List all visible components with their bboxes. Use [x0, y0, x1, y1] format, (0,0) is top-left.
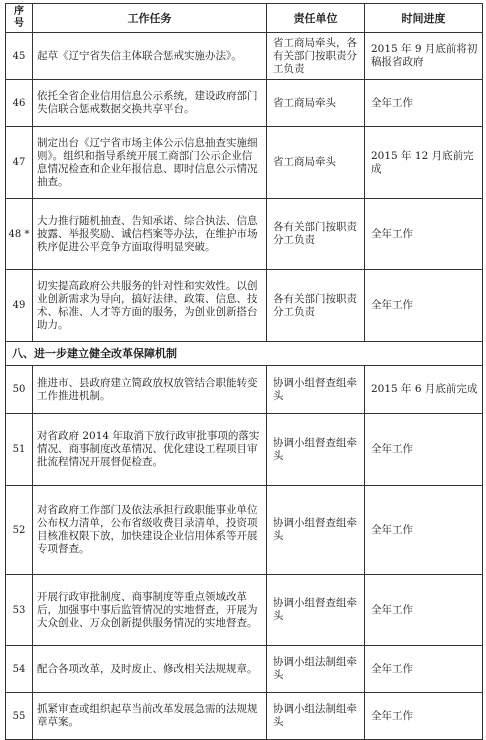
- row-task: 大力推行随机抽查、告知承诺、综合执法、信息披露、举报奖励、诚信档案等办法，在维护市场秩序促进公平竞争方面取得明显突破。: [33, 199, 267, 270]
- table-row: [6, 646, 483, 693]
- header-row: [6, 4, 483, 33]
- row-dept: 协调小组法制组牵头: [267, 693, 365, 740]
- row-no: 55: [6, 693, 33, 740]
- row-dept: 协调小组督查组牵头: [267, 486, 365, 575]
- table-row: [6, 414, 483, 486]
- row-task: 推进市、县政府建立简政放权放管结合职能转变工作推进机制。: [33, 366, 267, 414]
- row-no: 46: [6, 80, 33, 127]
- table-row: [6, 127, 483, 199]
- row-time: 全年工作: [365, 199, 483, 270]
- row-task: 制定出台《辽宁省市场主体公示信息抽查实施细则》。组织和指导系统开展工商部门公示企业信息情况检查和企业年报信息、即时信息公示情况抽查。: [33, 127, 267, 199]
- table-row: [6, 366, 483, 414]
- table-row: [6, 486, 483, 575]
- row-time: 2015 年 9 月底前将初稿报省政府: [365, 33, 483, 80]
- header-dept: 责任单位: [267, 4, 365, 33]
- row-task: 切实提高政府公共服务的针对性和实效性。以创业创新需求为导向，搞好法律、政策、信息、技术、标准、人才等方面的服务，为创业创新搭台助力。: [33, 270, 267, 342]
- row-dept: 省工商局牵头: [267, 80, 365, 127]
- row-time: 全年工作: [365, 414, 483, 486]
- row-no: 52: [6, 486, 33, 575]
- row-time: 全年工作: [365, 270, 483, 342]
- row-task: 抓紧审查或组织起草当前改革发展急需的法规规章草案。: [33, 693, 267, 740]
- section-title: 八、进一步建立健全改革保障机制: [6, 342, 483, 366]
- row-no: 50: [6, 366, 33, 414]
- row-time: 全年工作: [365, 80, 483, 127]
- table-row: [6, 575, 483, 646]
- row-dept: 省工商局牵头: [267, 127, 365, 199]
- row-task: 起草《辽宁省失信主体联合惩戒实施办法》。: [33, 33, 267, 80]
- header-task: 工作任务: [33, 4, 267, 33]
- row-task: 配合各项改革，及时废止、修改相关法规规章。: [33, 646, 267, 693]
- row-no: 51: [6, 414, 33, 486]
- row-no: 47: [6, 127, 33, 199]
- row-task: 依托全省企业信用信息公示系统，建设政府部门失信联合惩戒数据交换共享平台。: [33, 80, 267, 127]
- row-dept: 协调小组督查组牵头: [267, 366, 365, 414]
- table-row: [6, 33, 483, 80]
- row-time: 2015 年 12 月底前完成: [365, 127, 483, 199]
- row-dept: 各有关部门按职责分工负责: [267, 199, 365, 270]
- table-row: [6, 80, 483, 127]
- table-row: [6, 270, 483, 342]
- row-time: 全年工作: [365, 646, 483, 693]
- row-time: 全年工作: [365, 486, 483, 575]
- row-no: 48 *: [6, 199, 33, 270]
- table-row: [6, 693, 483, 740]
- row-dept: 协调小组督查组牵头: [267, 414, 365, 486]
- header-time: 时间进度: [365, 4, 483, 33]
- row-dept: 各有关部门按职责分工负责: [267, 270, 365, 342]
- row-time: 全年工作: [365, 575, 483, 646]
- section-row: [6, 342, 483, 366]
- row-time: 全年工作: [365, 693, 483, 740]
- row-time: 2015 年 6 月底前完成: [365, 366, 483, 414]
- row-no: 45: [6, 33, 33, 80]
- row-dept: 省工商局牵头，各有关部门按职责分工负责: [267, 33, 365, 80]
- row-dept: 协调小组督查组牵头: [267, 575, 365, 646]
- row-task: 对省政府工作部门及依法承担行政职能事业单位公布权力清单，公布省级收费目录清单，投资项目核准权限下放，加快建设企业信用体系等开展专项督查。: [33, 486, 267, 575]
- header-no: 序号: [6, 4, 33, 33]
- row-no: 54: [6, 646, 33, 693]
- row-no: 53: [6, 575, 33, 646]
- row-no: 49: [6, 270, 33, 342]
- row-task: 开展行政审批制度、商事制度等重点领域改革后，加强事中事后监管情况的实地督查，开展为大众创业、万众创新提供服务情况的实地督查。: [33, 575, 267, 646]
- table-row: [6, 199, 483, 270]
- row-dept: 协调小组法制组牵头: [267, 646, 365, 693]
- row-task: 对省政府 2014 年取消下放行政审批事项的落实情况、商事制度改革情况、优化建设工程项目审批流程情况开展督促检查。: [33, 414, 267, 486]
- task-table: [5, 3, 483, 740]
